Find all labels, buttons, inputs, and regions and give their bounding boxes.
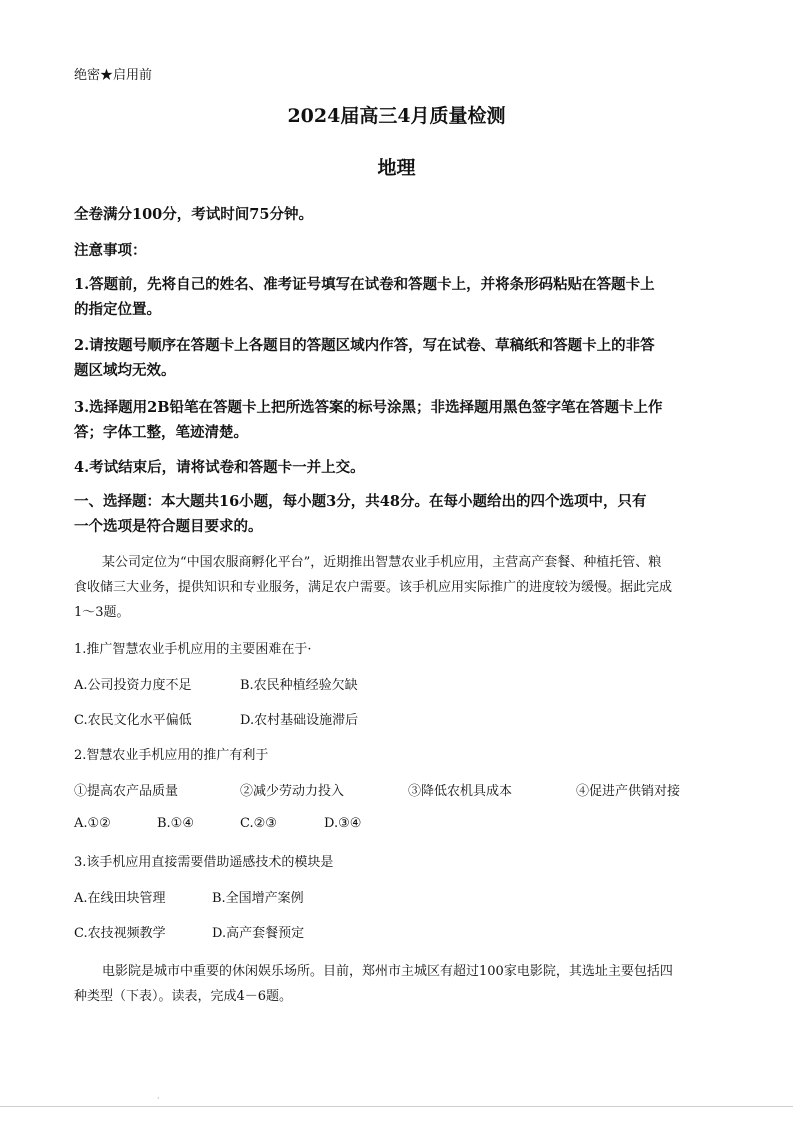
notice-item-1-line-2: 的指定位置。 — [74, 301, 161, 318]
question-1-option-c: C.农民文化水平偏低 — [74, 713, 192, 728]
question-2-option-d: D.③④ — [324, 816, 362, 831]
question-2-statement-1: ①提高农产品质量 — [74, 784, 179, 799]
question-2-option-b: B.①④ — [157, 816, 194, 831]
notice-item-3-line-1: 3.选择题用2B铅笔在答题卡上把所选答案的标号涂黑；非选择题用黑色签字笔在答题卡上作 — [74, 399, 663, 416]
passage-2-line-1: 电影院是城市中重要的休闲娱乐场所。目前，郑州市主城区有超过100家电影院，其选址主要包括四 — [102, 964, 673, 979]
question-2-statement-4: ④促进产供销对接 — [576, 784, 681, 799]
page-bottom-divider — [0, 1106, 793, 1107]
notice-item-3-line-2: 答；字体工整，笔迹清楚。 — [74, 424, 248, 441]
notice-item-1-line-1: 1.答题前，先将自己的姓名、准考证号填写在试卷和答题卡上，并将条形码粘贴在答题卡上 — [74, 276, 655, 293]
score-time-line: 全卷满分100分，考试时间75分钟。 — [74, 206, 313, 223]
section-1-heading-line-2: 一个选项是符合题目要求的。 — [74, 518, 263, 535]
question-3-option-c: C.农技视频教学 — [74, 926, 166, 941]
question-2-stem: 2.智慧农业手机应用的推广有利于 — [74, 748, 269, 763]
question-3-option-a: A.在线田块管理 — [74, 891, 166, 906]
passage-1-line-2: 食收储三大业务，提供知识和专业服务，满足农户需要。该手机应用实际推广的进度较为缓慢。据此完成 — [74, 580, 673, 595]
notice-heading: 注意事项： — [74, 242, 147, 259]
passage-1-line-3: 1～3题。 — [74, 605, 130, 620]
notice-item-4: 4.考试结束后，请将试卷和答题卡一并上交。 — [74, 459, 365, 476]
question-1-option-d: D.农村基础设施滞后 — [240, 713, 359, 728]
section-1-heading-line-1: 一、选择题：本大题共16小题，每小题3分，共48分。在每小题给出的四个选项中，只有 — [74, 493, 647, 510]
question-3-stem: 3.该手机应用直接需要借助遥感技术的模块是 — [74, 855, 334, 870]
subject-title: 地理 — [377, 157, 416, 179]
question-2-statement-3: ③降低农机具成本 — [408, 784, 513, 799]
question-2-statement-2: ②减少劳动力投入 — [240, 784, 345, 799]
question-3-option-b: B.全国增产案例 — [212, 891, 304, 906]
confidential-label: 绝密★启用前 — [74, 68, 153, 83]
footer-mark: · — [157, 1094, 160, 1103]
question-2-option-a: A.①② — [74, 816, 111, 831]
passage-2-line-2: 种类型（下表）。读表，完成4－6题。 — [74, 989, 293, 1004]
question-1-option-a: A.公司投资力度不足 — [74, 678, 192, 693]
passage-1-line-1: 某公司定位为“中国农服商孵化平台”，近期推出智慧农业手机应用，主营高产套餐、种植托管、粮 — [102, 555, 662, 570]
notice-item-2-line-1: 2.请按题号顺序在答题卡上各题目的答题区域内作答，写在试卷、草稿纸和答题卡上的非答 — [74, 337, 655, 354]
question-1-option-b: B.农民种植经验欠缺 — [240, 678, 358, 693]
notice-item-2-line-2: 题区域均无效。 — [74, 362, 176, 379]
question-3-option-d: D.高产套餐预定 — [212, 926, 305, 941]
question-1-stem: 1.推广智慧农业手机应用的主要困难在于· — [74, 642, 312, 657]
exam-title: 2024届高三4月质量检测 — [287, 105, 506, 127]
question-2-option-c: C.②③ — [240, 816, 277, 831]
